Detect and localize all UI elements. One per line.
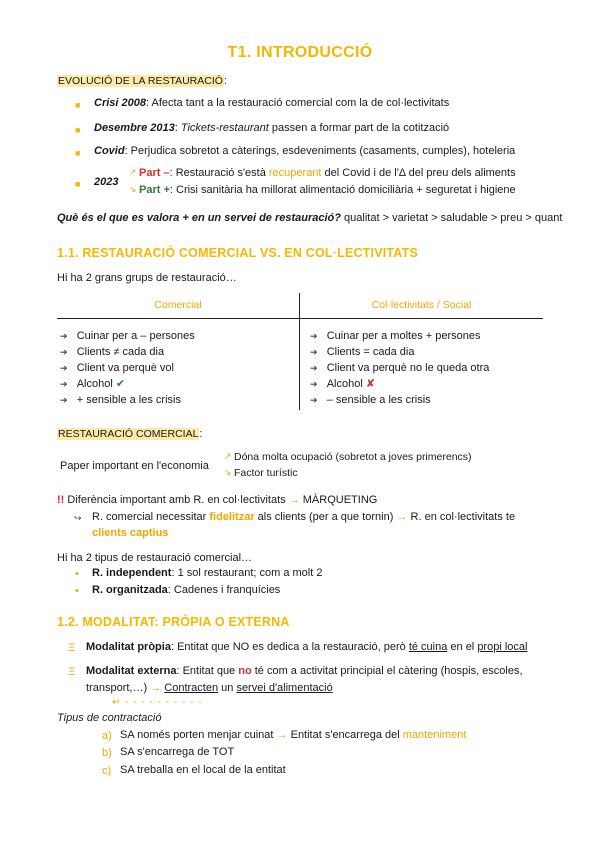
arrow-icon: → (396, 511, 408, 523)
list-item: ➔ Cuinar per a moltes + persones (310, 330, 481, 342)
arrow-icon: → (150, 682, 162, 694)
dashed-return-arrow-icon: ↵ - - - - - - - - - - (112, 697, 203, 708)
list-item (75, 99, 80, 111)
list-marker-b: b) (102, 747, 112, 759)
bullet-icon: • (75, 568, 79, 580)
list-item: ➔ Cuinar per a – persones (60, 330, 195, 342)
bullet-icon: ■ (75, 100, 81, 110)
collectivitats-list (310, 328, 489, 408)
list-item-text: SA treballa en el local de la entitat (120, 764, 286, 776)
list-item: ➔ Clients ≠ cada dia (60, 346, 165, 358)
list-item-text: R. organitzada: Cadenes i franquícies (92, 584, 281, 596)
list-item: ➔ Clients = cada dia (310, 346, 415, 358)
comercial-heading: RESTAURACIÓ COMERCIAL: (58, 428, 203, 440)
list-item-text: SA només porten menjar cuinat → Entitat s'encarrega del manteniment (120, 729, 467, 741)
table-divider (57, 318, 543, 319)
list-item: ➔ + sensible a les crisis (60, 394, 181, 406)
list-marker-c: c) (102, 765, 112, 777)
modalitat-propia: Modalitat pròpia: Entitat que NO es dedica a la restauració, però té cuina en el propi local (86, 641, 528, 653)
warning-icon: !! (57, 494, 65, 506)
branch-down-icon: ↘ (224, 467, 232, 477)
list-item-text: Desembre 2013: Tickets-restaurant passen a formar part de la cotització (94, 122, 450, 134)
col-header-collectivitats: Col·lectivitats / Social (371, 299, 472, 311)
list-item: ➔ Client va perquè no le queda otra (310, 362, 490, 374)
arrow-icon: → (276, 729, 288, 741)
fidelitzar-line: R. comercial necessitar fidelitzar als clients (per a que tornin) → R. en col·lectivitats te (92, 511, 516, 523)
branch-down-icon: ↘ (129, 184, 137, 194)
list-marker-a: a) (102, 730, 112, 742)
list-item: ➔ Client va perquè vol (60, 362, 174, 374)
list-item-text: SA s'encarrega de TOT (120, 746, 235, 758)
question: Què és el que es valora + en un servei de restauració? qualitat > varietat > saludable > preu > quant (57, 212, 563, 224)
paper-economia: Paper important en l'economia (60, 460, 209, 472)
bullet-icon: ■ (75, 125, 81, 135)
bullet-icon: Ξ (68, 666, 76, 678)
section-1-1-intro: Hi ha 2 grans grups de restauració… (57, 272, 237, 284)
hook-arrow-icon: ↪ (74, 513, 82, 523)
bullet-icon: • (75, 585, 79, 597)
paper-branch-2: Factor turístic (234, 467, 298, 479)
bullet-icon: Ξ (68, 642, 76, 654)
bullet-icon: ■ (75, 148, 81, 158)
clients-captius: clients captius (92, 527, 169, 539)
year-2023-label: 2023 (94, 176, 119, 188)
part-plus: Part +: Crisi sanitària ha millorat alimentació domiciliària + seguretat i higiene (139, 184, 516, 196)
list-item-text: R. independent: 1 sol restaurant; com a molt 2 (92, 567, 323, 579)
part-minus: Part –: Restauració s'està recuperant del Covid i de l'Δ del preu dels aliments (139, 167, 516, 179)
arrow-icon: → (288, 494, 300, 506)
section-1-2-heading: 1.2. MODALITAT: PRÒPIA O EXTERNA (57, 615, 290, 629)
tipus-contractacio: Tipus de contractació (57, 712, 162, 724)
col-header-comercial: Comercial (154, 299, 202, 311)
evolucio-heading: EVOLUCIÓ DE LA RESTAURACIÓ: (58, 75, 227, 87)
modalitat-externa: Modalitat externa: Entitat que no té com a activitat principial el càtering (hospis, escoles, (86, 665, 523, 677)
check-icon: ✔ (115, 378, 126, 390)
tipus-intro: Hi ha 2 tipus de restauració comercial… (57, 552, 253, 564)
table-column-divider (299, 293, 300, 410)
list-item: ➔ Alcohol ✔ (60, 378, 126, 390)
comercial-list (60, 328, 195, 408)
cross-icon: ✘ (365, 378, 376, 390)
section-1-1-heading: 1.1. RESTAURACIÓ COMERCIAL VS. EN COL·LECTIVITATS (57, 246, 418, 260)
list-item: ➔ – sensible a les crisis (310, 394, 431, 406)
page-title: T1. INTRODUCCIÓ (227, 44, 373, 61)
modalitat-externa-cont: transport,…) → Contracten un servei d'alimentació (86, 682, 333, 694)
diferencia-line: !! Diferència important amb R. en col·lectivitats → MÀRQUETING (57, 494, 378, 506)
paper-branch-1: Dóna molta ocupació (sobretot a joves primerencs) (234, 451, 472, 463)
list-item: ➔ Alcohol ✘ (310, 378, 376, 390)
branch-up-icon: ↗ (224, 451, 232, 461)
bullet-icon: ■ (75, 179, 81, 189)
list-item-text: Covid: Perjudica sobretot a càterings, esdeveniments (casaments, cumples), hoteleria (94, 145, 516, 157)
list-item-text: Crisi 2008: Afecta tant a la restauració comercial com la de col·lectivitats (94, 97, 450, 109)
branch-up-icon: ↗ (129, 167, 137, 177)
